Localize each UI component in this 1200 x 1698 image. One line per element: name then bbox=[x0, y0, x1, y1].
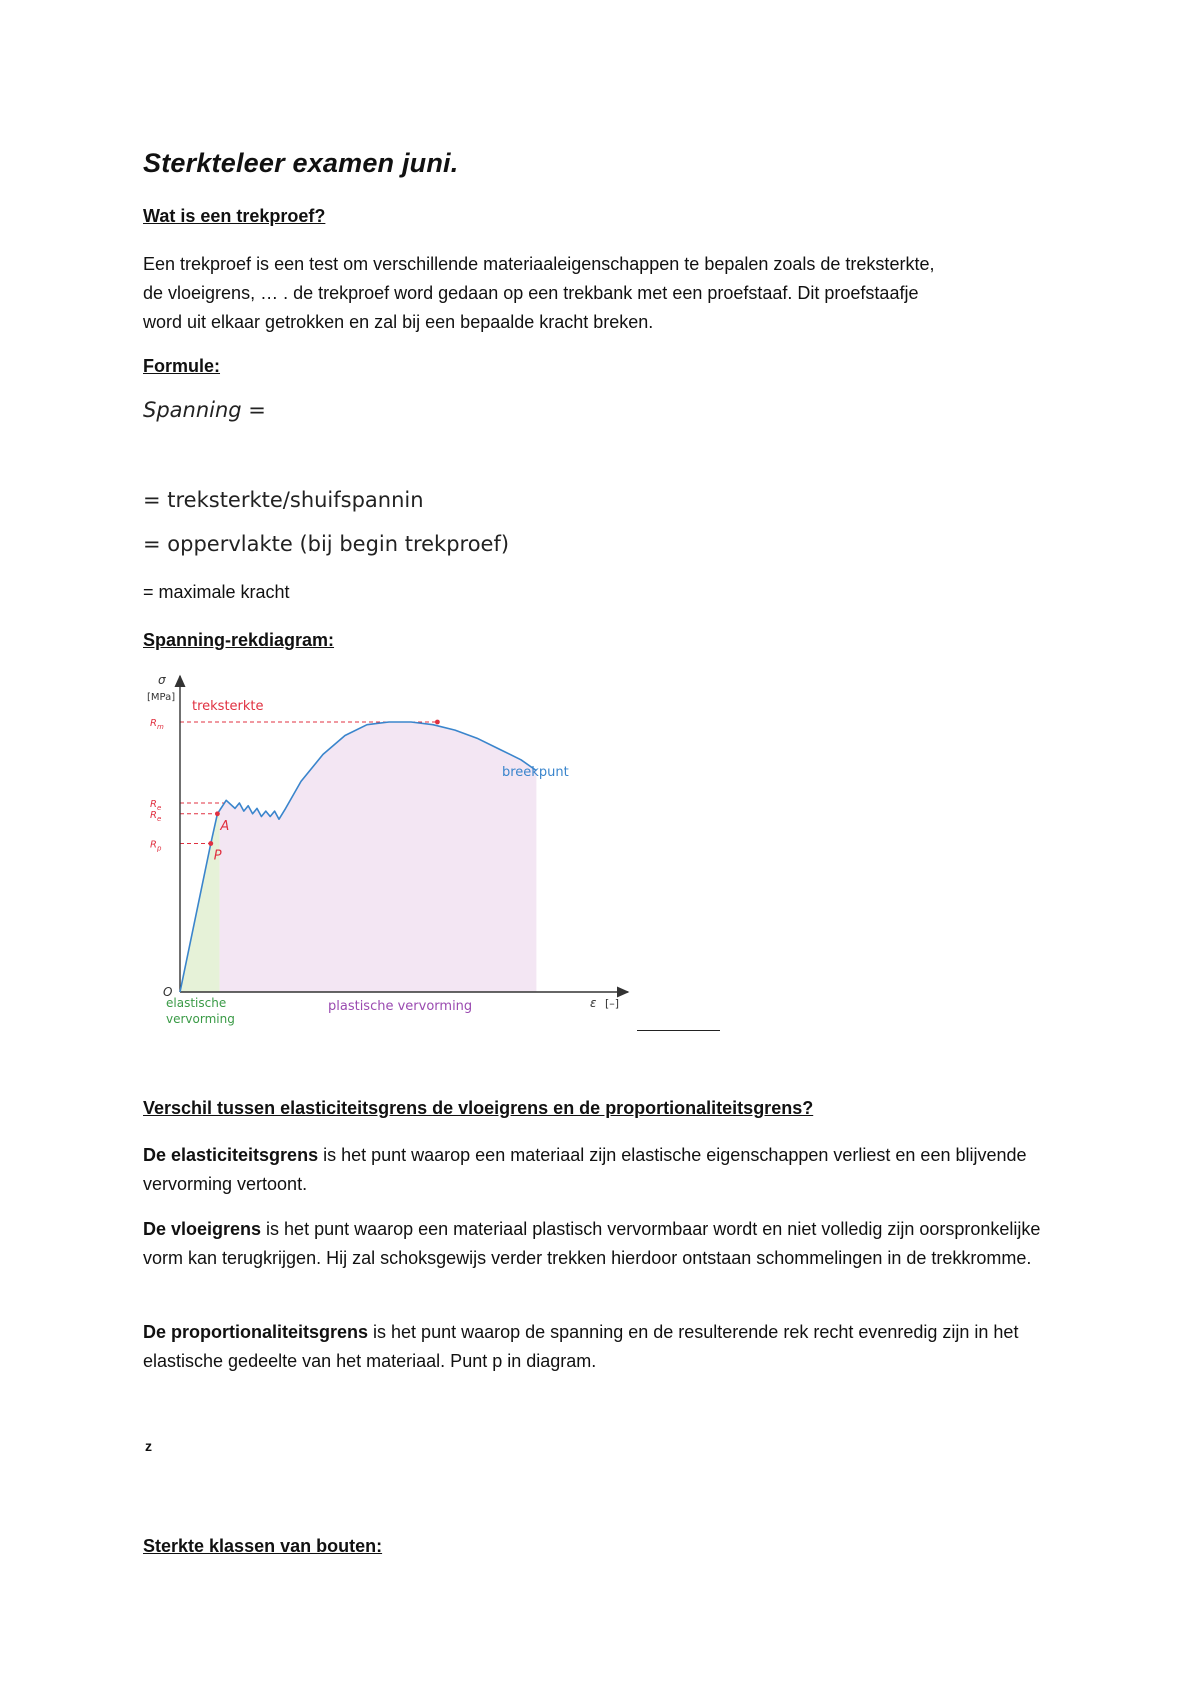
level-sub-Re: e bbox=[157, 814, 162, 823]
origin-label: O bbox=[163, 985, 173, 999]
point-A bbox=[215, 811, 220, 816]
x-axis-unit: [–] bbox=[605, 997, 620, 1010]
level-sub-ReH: e bbox=[157, 804, 162, 812]
definition-text: is het punt waarop een materiaal zijn elastische eigenschappen verliest en een blijvende vervorming vertoont. bbox=[143, 1145, 1027, 1194]
region-plastische-vervorming bbox=[220, 722, 537, 992]
heading-sterkte-klassen: Sterkte klassen van bouten: bbox=[143, 1536, 383, 1556]
heading-spanning-rekdiagram: Spanning-rekdiagram: bbox=[143, 630, 335, 650]
y-axis-unit: [MPa] bbox=[147, 692, 176, 703]
stray-character: z bbox=[145, 1438, 152, 1454]
definition-text: is het punt waarop een materiaal plastisch vervormbaar wordt en niet volledig zijn oorspronkelijke vorm kan terugkrijgen. Hij zal schoksgewijs verder trekken hierdoor ontstaan schommelingen in de trekkromme. bbox=[143, 1219, 1041, 1268]
term-proportionaliteitsgrens: De proportionaliteitsgrens bbox=[143, 1322, 369, 1342]
point-label-A: A bbox=[220, 818, 230, 834]
level-label-Re: R bbox=[150, 809, 157, 821]
heading-wat-is-trekproef: Wat is een trekproef? bbox=[143, 206, 326, 226]
stress-strain-chart bbox=[147, 670, 650, 1040]
point-label-P: P bbox=[213, 848, 222, 864]
term-vloeigrens: De vloeigrens bbox=[143, 1219, 262, 1239]
heading-verschil-grenzen: Verschil tussen elasticiteitsgrens de vloeigrens en de proportionaliteitsgrens? bbox=[143, 1098, 814, 1118]
level-label-Rp: R bbox=[150, 839, 157, 851]
paragraph-line: word uit elkaar getrokken en zal bij een bepaalde kracht breken. bbox=[143, 312, 654, 332]
breekpunt-label: breekpunt bbox=[502, 765, 569, 780]
point-P bbox=[208, 841, 213, 846]
signature-line bbox=[637, 1030, 720, 1031]
treksterkte-label: treksterkte bbox=[192, 699, 264, 714]
elastische-label: elastische bbox=[166, 996, 227, 1010]
formula-line-kracht: = maximale kracht bbox=[143, 582, 290, 602]
term-elasticiteitsgrens: De elasticiteitsgrens bbox=[143, 1145, 319, 1165]
formula-line-treksterkte: = treksterkte/shuifspannin bbox=[143, 488, 424, 512]
paragraph-vloeigrens bbox=[143, 1215, 1063, 1273]
vervorming-label: vervorming bbox=[166, 1012, 235, 1026]
plastische-vervorming-label: plastische vervorming bbox=[328, 999, 473, 1014]
y-axis-symbol: σ bbox=[158, 673, 166, 687]
level-label-Rm: R bbox=[150, 718, 157, 729]
definition-text: is het punt waarop de spanning en de resulterende rek recht evenredig zijn in het elastische gedeelte van het materiaal. Punt p in diagram. bbox=[143, 1322, 1019, 1371]
formula-line-oppervlakte: = oppervlakte (bij begin trekproef) bbox=[143, 532, 510, 556]
x-axis-symbol: ε bbox=[590, 996, 597, 1010]
paragraph-proportionaliteitsgrens bbox=[143, 1318, 1063, 1376]
heading-formule: Formule: bbox=[143, 356, 221, 376]
paragraph-line: Een trekproef is een test om verschillende materiaaleigenschappen te bepalen zoals de treksterkte, bbox=[143, 254, 935, 274]
treksterkte-point bbox=[435, 720, 440, 725]
level-sub-Rm: m bbox=[157, 723, 164, 731]
level-sub-Rp: p bbox=[157, 844, 162, 853]
formula-spanning: Spanning = bbox=[143, 398, 266, 422]
document-title: Sterkteleer examen juni. bbox=[143, 148, 459, 178]
level-label-ReH: R bbox=[150, 799, 157, 810]
paragraph-elasticiteitsgrens bbox=[143, 1141, 1063, 1199]
paragraph-line: de vloeigrens, … . de trekproef word gedaan op een trekbank met een proefstaaf. Dit proefstaafje bbox=[143, 283, 919, 303]
